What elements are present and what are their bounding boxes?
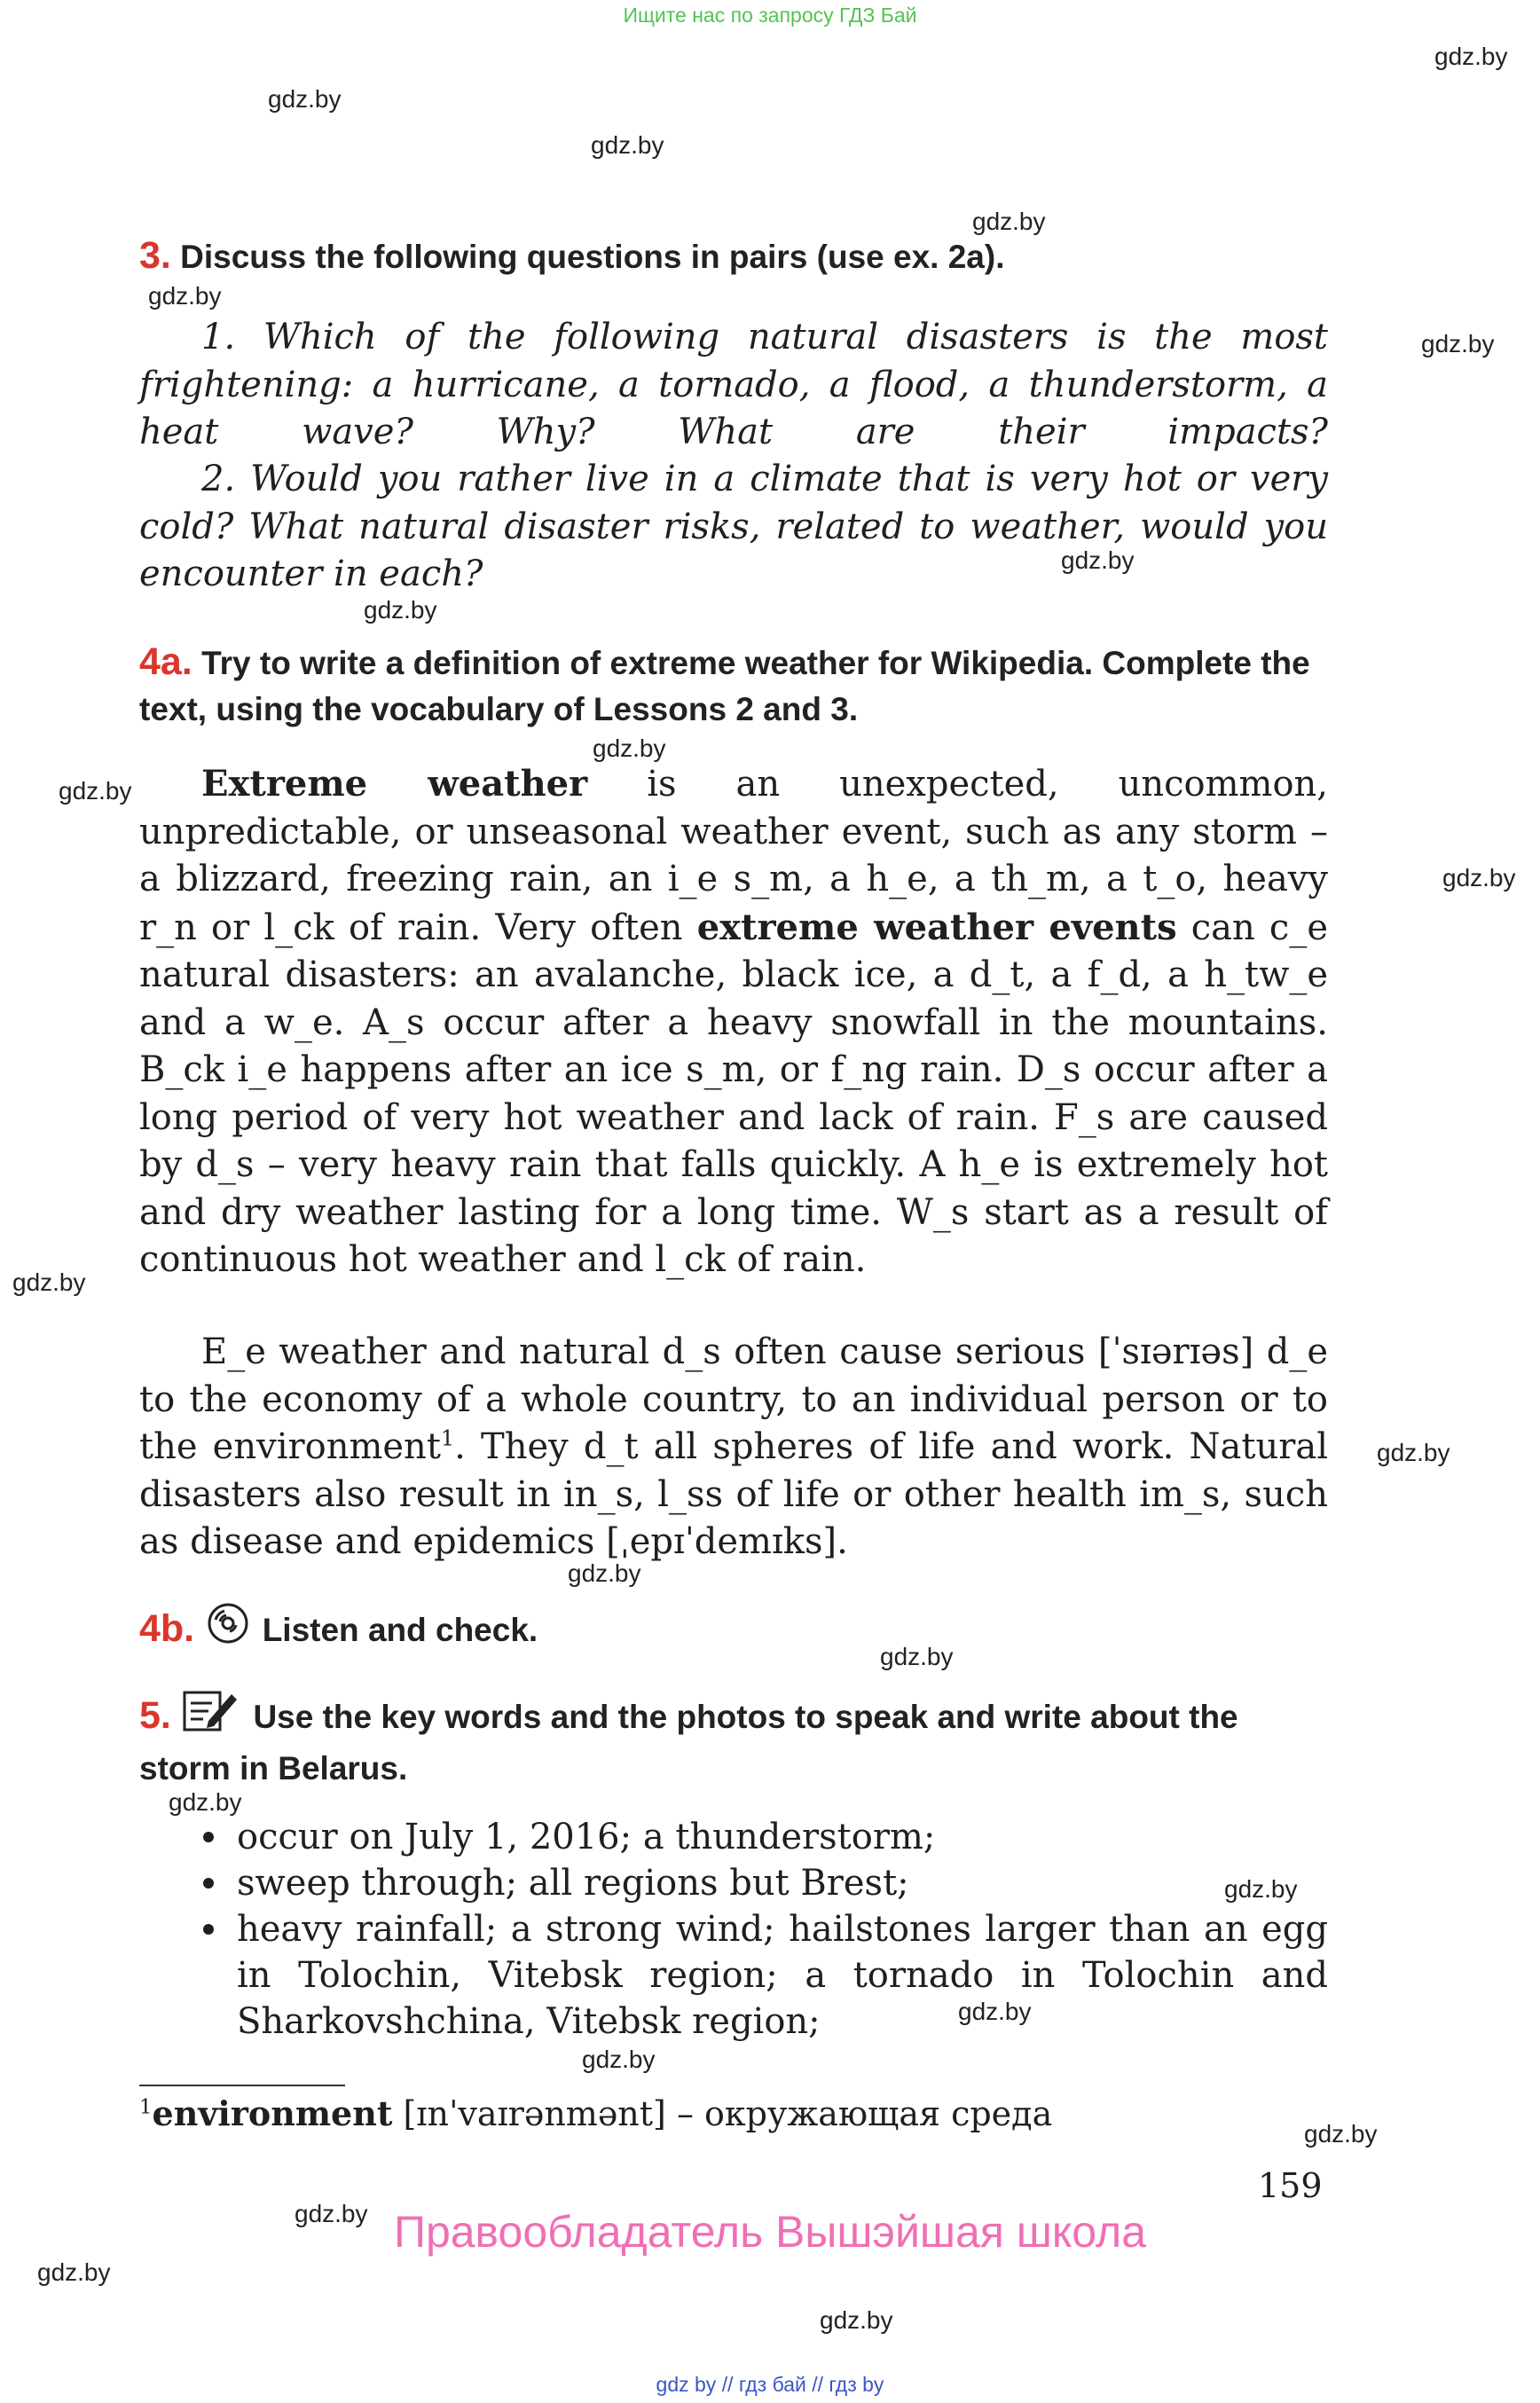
watermark: gdz.by xyxy=(1442,864,1516,891)
term-extreme-weather-events: extreme weather events xyxy=(696,906,1177,948)
watermark: gdz.by xyxy=(582,2046,656,2073)
watermark: gdz.by xyxy=(148,282,222,310)
paragraph-text: . They d_t all spheres of life and work. Natural disasters also result in in_s, l_ss of life or other health im_s, such as disease and epidemics [ˌepɪˈdemɪks]. xyxy=(139,1426,1328,1562)
footnote-marker: 1 xyxy=(440,1425,455,1451)
exercise-5-heading xyxy=(139,1687,1328,1792)
list-item-text: occur on July 1, 2016; a thunderstorm; xyxy=(237,1817,936,1857)
watermark: gdz.by xyxy=(568,1559,641,1587)
exercise-number: 4a. xyxy=(139,640,192,683)
watermark: gdz.by xyxy=(268,85,342,113)
list-item xyxy=(139,1860,1328,1906)
list-item xyxy=(139,1814,1328,1860)
footnote-term: environment xyxy=(152,2093,393,2133)
watermark: gdz.by xyxy=(591,131,664,159)
exercise-4a-heading xyxy=(139,639,1328,733)
paragraph-text: is an unexpected, uncommon, unpredictable, or unseasonal weather event, such as any storm – a blizzard, freezing rain, an i_e s_m, a h_e, a th_m, a t_o, heavy r_n or l_ck of rain. Very often xyxy=(139,764,1329,948)
exercise-title: Use the key words and the photos to speak and write about the storm in Belarus. xyxy=(139,1699,1238,1787)
exercise-number: 4b. xyxy=(139,1607,195,1650)
exercise-title: Try to write a definition of extreme weather for Wikipedia. Complete the text, using the vocabulary of Lessons 2 and 3. xyxy=(139,645,1310,727)
watermark: gdz.by xyxy=(958,1998,1032,2025)
page-number: 159 xyxy=(1258,2166,1323,2205)
exercise-3-question-2: 2. Would you rather live in a climate that is very hot or very cold? What natural disaster risks, related to weather, would you encounter in each? xyxy=(139,459,1328,594)
cd-audio-icon[interactable] xyxy=(207,1602,249,1657)
rights-holder: Правообладатель Вышэйшая школа xyxy=(394,2207,1146,2257)
footnote-text: [ɪnˈvaɪrənmənt] – окружающая среда xyxy=(392,2094,1053,2133)
watermark: gdz.by xyxy=(1421,330,1495,357)
list-item xyxy=(139,1906,1328,2045)
footnote xyxy=(139,2093,1052,2133)
bullet-icon xyxy=(203,1878,214,1889)
list-item-text: heavy rainfall; a strong wind; hailstones larger than an egg in Tolochin, Vitebsk region; a tornado in Tolochin and Sharkovshchina, Vitebsk region; xyxy=(237,1909,1328,2042)
watermark: gdz.by xyxy=(1434,43,1508,70)
key-words-list xyxy=(139,1814,1328,2045)
watermark: gdz.by xyxy=(820,2306,893,2334)
exercise-number: 3. xyxy=(139,234,171,277)
watermark: gdz.by xyxy=(1061,546,1135,574)
watermark: gdz.by xyxy=(972,208,1046,235)
watermark: gdz.by xyxy=(295,2200,368,2227)
watermark: gdz.by xyxy=(593,734,666,762)
watermark: gdz.by xyxy=(59,777,132,805)
exercise-title: Discuss the following questions in pairs (use ex. 2a). xyxy=(180,239,1005,275)
watermark: gdz.by xyxy=(169,1788,242,1816)
bullet-icon xyxy=(203,1832,214,1842)
term-extreme-weather: Extreme weather xyxy=(201,763,588,805)
exercise-4b-heading xyxy=(139,1602,1328,1657)
watermark: gdz.by xyxy=(1377,1439,1450,1466)
bottom-banner[interactable]: gdz by // гдз бай // гдз by xyxy=(656,2373,884,2396)
watermark: gdz.by xyxy=(37,2258,111,2286)
paragraph-text: can c_e natural disasters: an avalanche, black ice, a d_t, a f_d, a h_tw_e and a w_e. A_s occur after a heavy snowfall in the mountains. B_ck i_e happens after an ice s_m, or f_ng rain. D_s occur after a long period of very hot weather and lack of rain. F_s are caused by d_s – very heavy rain that falls quickly. A h_e is extremely hot and dry weather lasting for a long time. W_s start as a result of continuous hot weather and l_ck of rain. xyxy=(139,907,1328,1280)
exercise-number: 5. xyxy=(139,1694,171,1737)
watermark: gdz.by xyxy=(364,596,437,624)
exercise-4a-paragraph-1 xyxy=(139,760,1328,1284)
list-item-text: sweep through; all regions but Brest; xyxy=(237,1863,909,1904)
exercise-title: Listen and check. xyxy=(262,1612,538,1648)
write-pencil-icon xyxy=(182,1687,239,1746)
footnote-marker: 1 xyxy=(139,2095,153,2119)
footnote-divider xyxy=(139,2085,345,2086)
watermark: gdz.by xyxy=(880,1643,954,1670)
watermark: gdz.by xyxy=(1304,2120,1378,2148)
exercise-4a-paragraph-2 xyxy=(139,1329,1328,1567)
exercise-3-question-1: 1. Which of the following natural disasters is the most frightening: a hurricane, a tornado, a flood, a thunderstorm, a heat wave? Why? What are their impacts? xyxy=(139,317,1328,452)
bullet-icon xyxy=(203,1924,214,1935)
exercise-3-heading xyxy=(139,232,1328,280)
watermark: gdz.by xyxy=(1224,1875,1298,1903)
watermark: gdz.by xyxy=(12,1268,86,1296)
paragraph-text: E_e weather and natural d_s often cause serious [ˈsɪərɪəs] d_e to the economy of a whole country, to an individual person or to the environment xyxy=(139,1331,1328,1467)
top-banner[interactable]: Ищите нас по запросу ГДЗ Бай xyxy=(623,4,917,27)
